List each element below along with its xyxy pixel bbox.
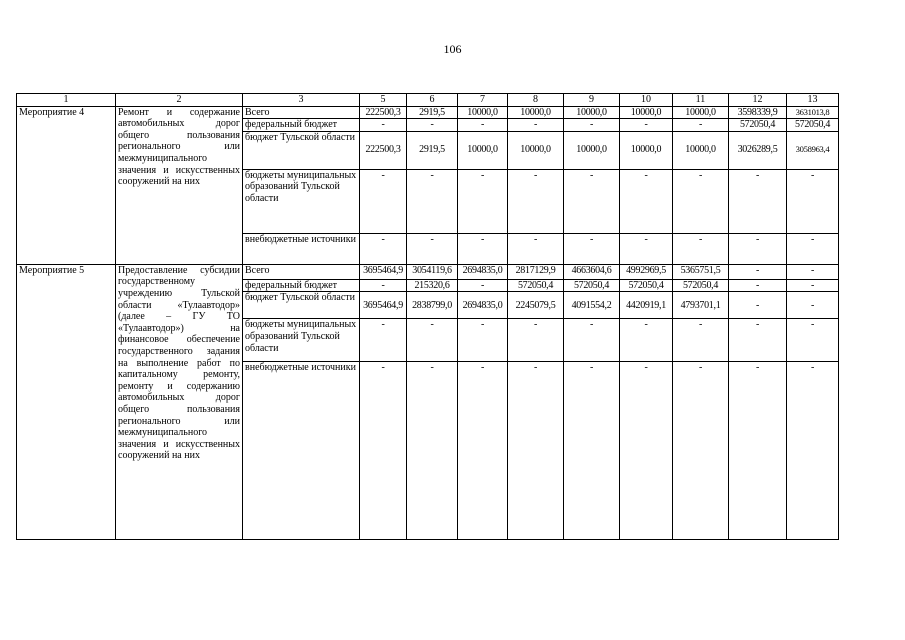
- value-cell: 3058963,4: [787, 131, 839, 169]
- header-cell: 13: [787, 94, 839, 107]
- value-cell: -: [787, 362, 839, 540]
- funding-source: бюджеты муниципальных образований Тульской области: [243, 319, 360, 362]
- value-cell: 3695464,9: [360, 292, 407, 319]
- funding-source: внебюджетные источники: [243, 362, 360, 540]
- value-cell: 572050,4: [508, 279, 564, 292]
- value-cell: -: [620, 119, 673, 132]
- value-cell: 222500,3: [360, 131, 407, 169]
- funding-table: [16, 93, 839, 540]
- header-cell: 1: [17, 94, 116, 107]
- value-cell: -: [564, 233, 620, 264]
- value-cell: 2245079,5: [508, 292, 564, 319]
- funding-source: бюджеты муниципальных образований Тульской области: [243, 169, 360, 233]
- header-cell: 7: [458, 94, 508, 107]
- value-cell: -: [407, 319, 458, 362]
- header-cell: 2: [116, 94, 243, 107]
- header-cell: 12: [729, 94, 787, 107]
- value-cell: -: [620, 362, 673, 540]
- value-cell: -: [407, 119, 458, 132]
- header-cell: 9: [564, 94, 620, 107]
- value-cell: -: [729, 264, 787, 279]
- value-cell: -: [787, 169, 839, 233]
- value-cell: 2838799,0: [407, 292, 458, 319]
- funding-source: Всего: [243, 264, 360, 279]
- value-cell: -: [458, 362, 508, 540]
- value-cell: -: [620, 319, 673, 362]
- value-cell: -: [508, 233, 564, 264]
- value-cell: 3026289,5: [729, 131, 787, 169]
- value-cell: -: [360, 362, 407, 540]
- value-cell: 3695464,9: [360, 264, 407, 279]
- value-cell: -: [673, 362, 729, 540]
- value-cell: -: [564, 319, 620, 362]
- value-cell: 5365751,5: [673, 264, 729, 279]
- value-cell: 10000,0: [620, 106, 673, 119]
- funding-source: бюджет Тульской области: [243, 292, 360, 319]
- funding-source: бюджет Тульской области: [243, 131, 360, 169]
- value-cell: 10000,0: [564, 131, 620, 169]
- value-cell: -: [673, 319, 729, 362]
- value-cell: 4992969,5: [620, 264, 673, 279]
- value-cell: -: [407, 362, 458, 540]
- funding-source: федеральный бюджет: [243, 279, 360, 292]
- header-cell: 6: [407, 94, 458, 107]
- funding-source: Всего: [243, 106, 360, 119]
- value-cell: -: [407, 169, 458, 233]
- value-cell: -: [620, 233, 673, 264]
- value-cell: 2817129,9: [508, 264, 564, 279]
- value-cell: -: [729, 319, 787, 362]
- value-cell: -: [458, 169, 508, 233]
- value-cell: -: [508, 169, 564, 233]
- value-cell: 4091554,2: [564, 292, 620, 319]
- value-cell: -: [458, 233, 508, 264]
- value-cell: 572050,4: [729, 119, 787, 132]
- value-cell: 3598339,9: [729, 106, 787, 119]
- value-cell: -: [673, 169, 729, 233]
- header-cell: 8: [508, 94, 564, 107]
- header-row: [17, 94, 839, 107]
- activity-label: Мероприятие 4: [17, 106, 116, 264]
- value-cell: 4420919,1: [620, 292, 673, 319]
- value-cell: 3054119,6: [407, 264, 458, 279]
- value-cell: -: [787, 233, 839, 264]
- header-cell: 5: [360, 94, 407, 107]
- value-cell: -: [787, 292, 839, 319]
- value-cell: -: [407, 233, 458, 264]
- value-cell: -: [564, 169, 620, 233]
- value-cell: -: [458, 119, 508, 132]
- value-cell: -: [360, 169, 407, 233]
- value-cell: -: [673, 233, 729, 264]
- activity-description: Ремонт и содержание автомобильных дорог общего пользования регионального или межмуниципального значения и искусственных сооружений на них: [116, 106, 243, 264]
- activity-label: Мероприятие 5: [17, 264, 116, 540]
- value-cell: -: [787, 279, 839, 292]
- value-cell: 215320,6: [407, 279, 458, 292]
- page-number: 106: [443, 42, 462, 56]
- value-cell: 10000,0: [564, 106, 620, 119]
- table-row: [17, 106, 839, 119]
- value-cell: -: [787, 319, 839, 362]
- value-cell: 10000,0: [458, 106, 508, 119]
- funding-source: внебюджетные источники: [243, 233, 360, 264]
- value-cell: 2919,5: [407, 106, 458, 119]
- value-cell: 10000,0: [458, 131, 508, 169]
- value-cell: -: [360, 319, 407, 362]
- value-cell: -: [360, 279, 407, 292]
- header-cell: 3: [243, 94, 360, 107]
- value-cell: -: [508, 319, 564, 362]
- value-cell: -: [508, 362, 564, 540]
- value-cell: -: [564, 362, 620, 540]
- value-cell: -: [458, 319, 508, 362]
- header-cell: 11: [673, 94, 729, 107]
- header-cell: 10: [620, 94, 673, 107]
- value-cell: 10000,0: [673, 106, 729, 119]
- value-cell: -: [729, 362, 787, 540]
- value-cell: 222500,3: [360, 106, 407, 119]
- value-cell: -: [360, 233, 407, 264]
- value-cell: -: [729, 233, 787, 264]
- value-cell: -: [564, 119, 620, 132]
- funding-source: федеральный бюджет: [243, 119, 360, 132]
- value-cell: 2694835,0: [458, 264, 508, 279]
- value-cell: 3631013,8: [787, 106, 839, 119]
- value-cell: -: [729, 279, 787, 292]
- value-cell: 10000,0: [673, 131, 729, 169]
- value-cell: 4663604,6: [564, 264, 620, 279]
- value-cell: -: [620, 169, 673, 233]
- value-cell: 572050,4: [673, 279, 729, 292]
- activity-description: Предоставление субсидии государственному учреждению Тульской области «Тулаавтодор» (далее – ГУ ТО «Тулаавтодор») на финансовое обеспечение государственного задания на выполнение работ по капитальному ремонту, ремонту и содержанию автомобильных дорог общего пользования регионального или межмуниципального значения и искусственных сооружений на них: [116, 264, 243, 540]
- value-cell: 10000,0: [508, 106, 564, 119]
- value-cell: 572050,4: [564, 279, 620, 292]
- value-cell: -: [787, 264, 839, 279]
- value-cell: -: [729, 169, 787, 233]
- value-cell: -: [729, 292, 787, 319]
- value-cell: 572050,4: [787, 119, 839, 132]
- value-cell: -: [508, 119, 564, 132]
- value-cell: -: [458, 279, 508, 292]
- value-cell: 10000,0: [508, 131, 564, 169]
- value-cell: -: [673, 119, 729, 132]
- table-row: [17, 264, 839, 279]
- value-cell: 4793701,1: [673, 292, 729, 319]
- value-cell: -: [360, 119, 407, 132]
- value-cell: 2919,5: [407, 131, 458, 169]
- value-cell: 572050,4: [620, 279, 673, 292]
- value-cell: 2694835,0: [458, 292, 508, 319]
- value-cell: 10000,0: [620, 131, 673, 169]
